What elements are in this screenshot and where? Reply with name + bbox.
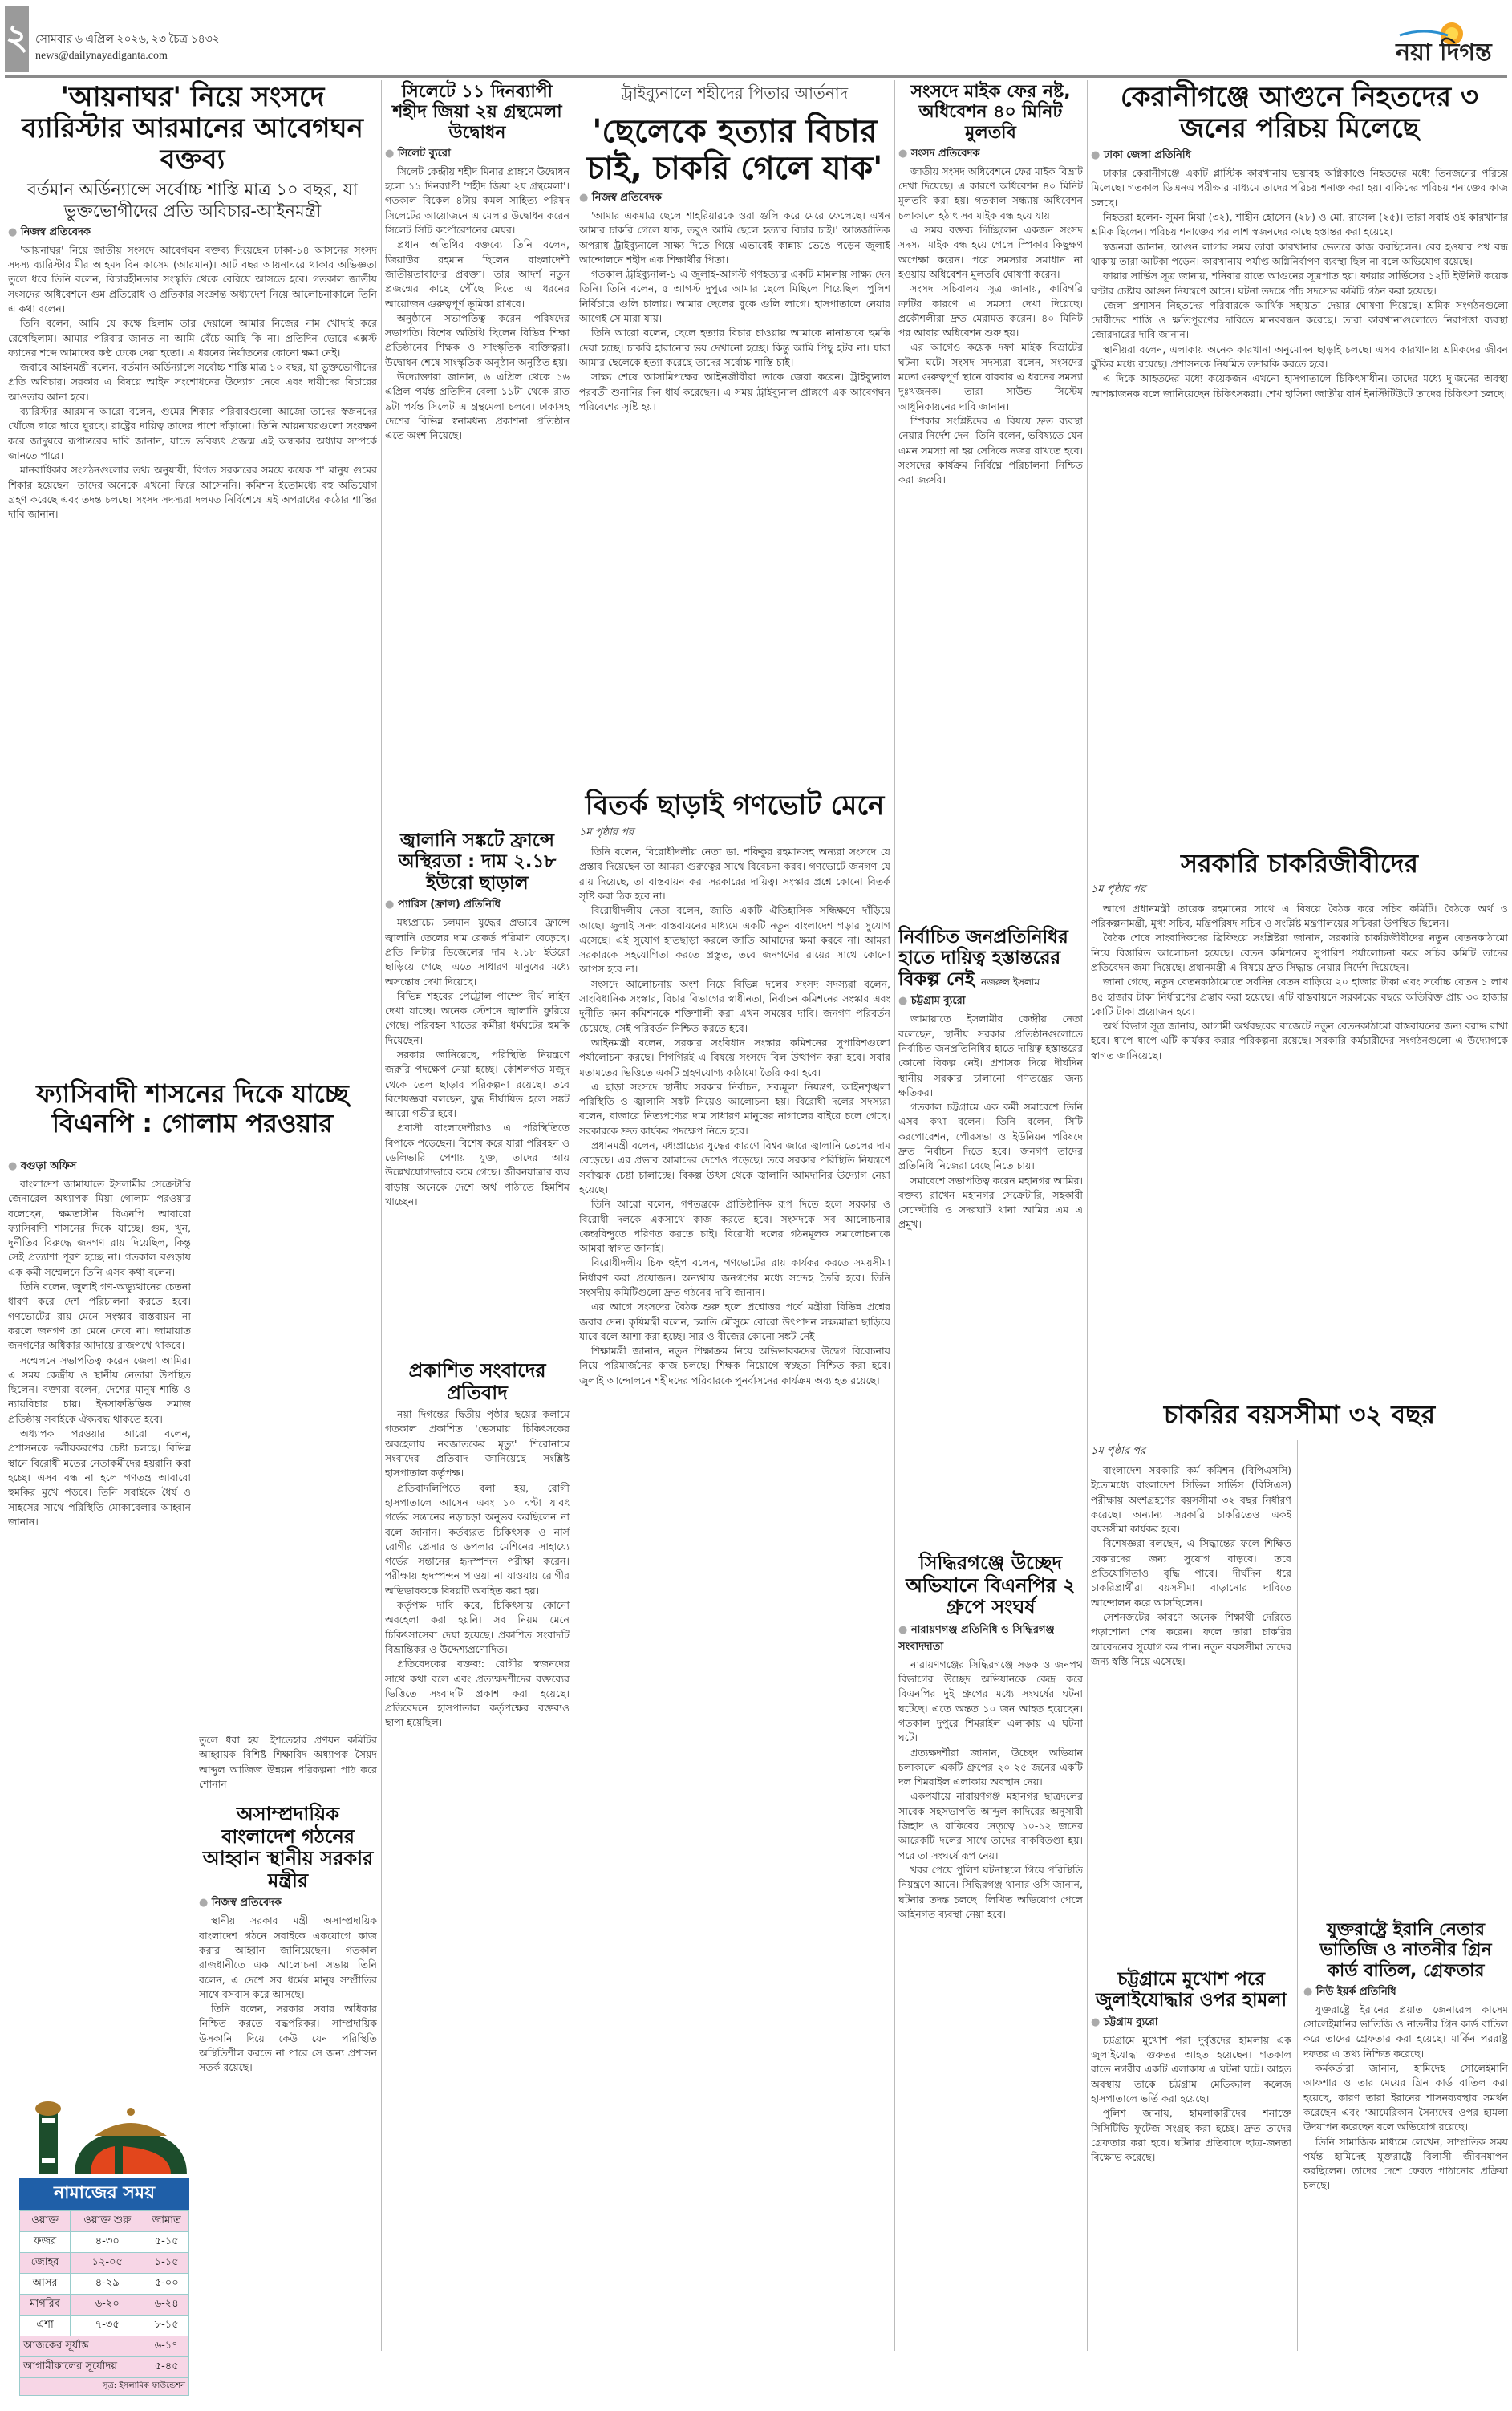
article-a3-column [199,1155,377,2411]
headline-attribution: নজরুল ইসলাম [980,976,1040,988]
headline[interactable]: সিলেটে ১১ দিনব্যাপী শহীদ জিয়া ২য় গ্রন্থমেলা উদ্বোধন [392,82,562,143]
paragraph: বিরোধীদলীয় নেতা বলেন, জাতি একটি ঐতিহাসিক সন্ধিক্ষণে দাঁড়িয়ে আছে। জুলাই সনদ বাস্তবায়নের মাধ্যমে একটি নতুন বাংলাদেশ গড়ার সুযোগ এসেছে। এই সুযোগ হাতছাড়া করলে জাতি আমাদের ক্ষমা করবে না। আমরা সরকারকে সহযোগিতা করতে প্রস্তুত, তবে জনগণের রায়ের সাথে কোনো আপস হবে না। [579,904,890,976]
headline[interactable]: সিদ্ধিরগঞ্জে উচ্ছেদ অভিযানে বিএনপির ২ গ্রুপে সংঘর্ষ [906,1552,1076,1619]
article-ayna-ghar [8,82,377,1110]
start-time: ৬-২০ [71,2295,144,2316]
headline[interactable]: যুক্তরাষ্ট্রে ইরানি নেতার ভাতিজি ও নাতনীর গ্রিন কার্ড বাতিল, গ্রেফতার [1319,1920,1492,1981]
article-body [579,845,890,2337]
paragraph: গতকাল ট্রাইব্যুনাল-১ এ জুলাই-আগস্ট গণহত্যার একটি মামলায় সাক্ষ্য দেন তিনি। তিনি বলেন, ৫ আগস্ট দুপুরে আমার ছেলে মিছিলে গিয়েছিল। পুলিশ নির্বিচারে গুলি চালায়। আমার ছেলের বুকে গুলি লাগে। হাসপাতালে নেয়ার আগেই সে মারা যায়। [579,268,890,325]
headline[interactable]: ফ্যাসিবাদী শাসনের দিকে যাচ্ছে বিএনপি : গোলাম পরওয়ার [36,1078,349,1139]
byline: ● ঢাকা জেলা প্রতিনিধি [1091,148,1508,164]
jamaat-time: ৫-০০ [144,2274,189,2295]
paragraph: সংসদ সচিবালয় সূত্র জানায়, কারিগরি ত্রুটির কারণে এ সমস্যা দেখা দিয়েছে। প্রকৌশলীরা দ্রুত মেরামত করেন। ৪০ মিনিট পর আবার অধিবেশন শুরু হয়। [898,282,1083,339]
article-tail: তুলে ধরা হয়। ইশতেহার প্রণয়ন কমিটির আহ্বায়ক বিশিষ্ট শিক্ষাবিদ অধ্যাপক সৈয়দ আব্দুল আজিজ উন্নয়ন পরিকল্পনা পাঠ করে শোনান। [199,1734,377,1790]
paragraph: সাক্ষ্য শেষে আসামিপক্ষের আইনজীবীরা তাকে জেরা করেন। ট্রাইব্যুনাল পরবর্তী শুনানির দিন ধার্য করেছেন। এ সময় ট্রাইব্যুনাল প্রাঙ্গণে এক আবেগঘন পরিবেশের সৃষ্টি হয়। [579,371,890,412]
byline: ● নিজস্ব প্রতিবেদক [199,1895,377,1912]
paragraph: প্রবাসী বাংলাদেশীরাও এ পরিস্থিতিতে বিপাকে পড়েছেন। বিশেষ করে যারা পরিবহন ও ডেলিভারি পেশায় যুক্ত, তাদের আয় উল্লেখযোগ্যভাবে কমে গেছে। জীবনযাত্রার ব্যয় বাড়ায় অনেকে দেশে অর্থ পাঠাতে হিমশিম খাচ্ছেন। [385,1122,570,1208]
paragraph: সেশনজটের কারণে অনেক শিক্ষার্থী দেরিতে পড়াশোনা শেষ করেন। ফলে তারা চাকরির আবেদনের সুযোগ কম পান। নতুন বয়সসীমা তাদের জন্য স্বস্তি নিয়ে এসেছে। [1091,1610,1291,1667]
sunset-label: আজকের সূর্যাস্ত [20,2336,144,2357]
article-body [8,243,377,1110]
paragraph: ঢাকার কেরানীগঞ্জে একটি প্লাস্টিক কারখানায় ভয়াবহ অগ্নিকাণ্ডে নিহতদের মধ্যে তিনজনের পরিচয় মিলেছে। গতকাল ডিএনএ পরীক্ষার মাধ্যমে তাদের পরিচয় শনাক্ত করা হয়। বাকিদের পরিচয় শনাক্তের কাজ চলছে। [1091,167,1508,209]
masthead-meta [35,32,220,64]
headline[interactable]: বিতর্ক ছাড়াই গণভোট মেনে [585,789,885,822]
prayer-name: ফজর [20,2232,71,2253]
byline: ● প্যারিস (ফ্রান্স) প্রতিনিধি [385,897,570,914]
paragraph: তিনি বলেন, বিরোধীদলীয় নেতা ডা. শফিকুর রহমানসহ অন্যরা সংসদে যে প্রস্তাব দিয়েছেন তা আমরা গুরুত্বের সাথে বিবেচনা করব। গণভোটে জনগণ যে রায় দিয়েছে, তা বাস্তবায়ন করা সরকারের দায়িত্ব। সংস্কার প্রশ্নে কোনো বিতর্ক সৃষ্টি করা ঠিক হবে না। [579,846,890,902]
headline[interactable]: জ্বালানি সঙ্কটে ফ্রান্সে অস্থিরতা : দাম ২.১৮ ইউরো ছাড়াল [398,830,557,894]
byline: ● নিজস্ব প্রতিবেদক [579,190,890,207]
paragraph: প্রত্যক্ষদর্শীরা জানান, উচ্ছেদ অভিযান চলাকালে একটি গ্রুপের ২০-২৫ জনের একটি দল শিমরাইল এলাকায় অবস্থান নেয়। [898,1746,1083,1788]
paragraph: উদ্যোক্তারা জানান, ৬ এপ্রিল থেকে ১৬ এপ্রিল পর্যন্ত প্রতিদিন বেলা ১১টা থেকে রাত ৯টা পর্যন্ত সিলেট এ গ্রন্থমেলা চলবে। ঢাকাসহ দেশের বিভিন্ন স্বনামধন্য প্রকাশনা প্রতিষ্ঠান এতে অংশ নিয়েছে। [385,371,570,442]
paragraph: স্পিকার সংশ্লিষ্টদের এ বিষয়ে দ্রুত ব্যবস্থা নেয়ার নির্দেশ দেন। তিনি বলেন, ভবিষ্যতে যেন এমন সমস্যা না হয় সেদিকে নজর রাখতে হবে। সংসদের কার্যক্রম নির্বিঘ্নে পরিচালনা নিশ্চিত করা জরুরি। [898,414,1083,486]
paragraph: স্থানীয়রা বলেন, এলাকায় অনেক কারখানা অনুমোদন ছাড়াই চলছে। এসব কারখানায় শ্রমিকদের জীবন ঝুঁকির মধ্যে রয়েছে। প্রশাসনকে নিয়মিত তদারকি করতে হবে। [1091,343,1508,371]
prayer-source: সূত্র: ইসলামিক ফাউন্ডেশন [20,2378,189,2396]
start-time: ৭-৩৫ [71,2316,144,2336]
prayer-name: এশা [20,2316,71,2336]
article-body-continued [199,1155,377,1733]
headline[interactable]: চট্টগ্রামে মুখোশ পরে জুলাইযোদ্ধার ওপর হামলা [1095,1969,1287,2011]
byline: ● চট্টগ্রাম ব্যুরো [1091,2015,1291,2031]
article-body [1091,902,1508,1383]
headline[interactable]: প্রকাশিত সংবাদের প্রতিবাদ [408,1359,546,1404]
paragraph: বাংলাদেশ জামায়াতে ইসলামীর সেক্রেটারি জেনারেল অধ্যাপক মিয়া গোলাম পরওয়ার বলেছেন, ক্ষমতাসীন বিএনপি আবারো ফ্যাসিবাদী শাসনের দিকে যাচ্ছে। গুম, খুন, দুর্নীতির বিরুদ্ধে জনগণ রায় দিয়েছিল, কিন্তু সেই প্রত্যাশা পূরণ হচ্ছে না। গতকাল বগুড়ায় এক কর্মী সম্মেলনে তিনি এসব কথা বলেন। [8,1178,191,1278]
article-body [1091,166,1508,824]
svg-text:নয়া দিগন্ত: নয়া দিগন্ত [1396,39,1492,67]
article-body-continued [1303,1440,1508,1914]
paragraph: প্রতিবেদকের বক্তব্য: রোগীর স্বজনদের সাথে কথা বলে এবং প্রত্যক্ষদর্শীদের বক্তব্যের ভিত্তিতে সংবাদটি প্রকাশ করা হয়েছে। প্রতিবেদনে হাসপাতাল কর্তৃপক্ষের বক্তব্যও ছাপা হয়েছিল। [385,1658,570,1729]
article-elected-representatives [898,927,1083,1525]
byline: ● নিজস্ব প্রতিবেদক [8,225,377,242]
paragraph: শিক্ষামন্ত্রী জানান, নতুন শিক্ষাক্রম নিয়ে অভিভাবকদের উদ্বেগ বিবেচনায় নিয়ে পরিমার্জনের কাজ চলছে। শিক্ষক নিয়োগে স্বচ্ছতা নিশ্চিত করা হবে। জুলাই আন্দোলনে শহীদদের পরিবারকে পুনর্বাসনের কার্যক্রম অব্যাহত রয়েছে। [579,1345,890,1386]
byline: ● সিলেট ব্যুরো [385,146,570,163]
contact-email[interactable]: news@dailynayadiganta.com [35,50,168,62]
article-france-fuel [385,830,570,1349]
headline[interactable]: 'ছেলেকে হত্যার বিচার চাই, চাকরি গেলে যাক' [586,113,883,187]
prayer-times-box [14,2086,195,2390]
article-body [898,1658,1083,2316]
headline[interactable]: চাকরির বয়সসীমা ৩২ বছর [1163,1399,1436,1430]
column-divider [381,80,382,2351]
paragraph: একপর্যায়ে নারায়ণগঞ্জ মহানগর ছাত্রদলের সাবেক সহসভাপতি আব্দুল কাদিরের অনুসারী জিহাদ ও রাকিবের নেতৃত্বে ১০-১২ জনের আরেকটি দলের সাথে তাদের বাকবিতণ্ডা হয়। পরে তা সংঘর্ষে রূপ নেয়। [898,1790,1083,1861]
paragraph: 'আমার একমাত্র ছেলে শাহরিয়ারকে ওরা গুলি করে মেরে ফেলেছে। এখন আমার চাকরি গেলে যাক, তবুও আমি ছেলে হত্যার বিচার চাই।' আন্তর্জাতিক অপরাধ ট্রাইব্যুনালে সাক্ষ্য দিতে গিয়ে এভাবেই কান্নায় ভেঙে পড়েন জুলাই আন্দোলনে শহীদ এক শিক্ষার্থীর পিতা। [579,209,890,266]
article-siddhirganj [898,1553,1083,2316]
article-body [385,1407,570,2338]
paragraph: সম্মেলনে সভাপতিত্ব করেন জেলা আমির। এ সময় কেন্দ্রীয় ও স্থানীয় নেতারা উপস্থিত ছিলেন। বক্তারা বলেন, দেশের মানুষ শান্তি ও ন্যায়বিচার চায়। ইনসাফভিত্তিক সমাজ প্রতিষ্ঠায় সবাইকে ঐক্যবদ্ধ থাকতে হবে। [8,1354,191,1425]
article-tribunal [579,82,890,714]
continued-label: ১ম পৃষ্ঠার পর [579,826,634,839]
sunrise-time: ৫-৪৫ [144,2357,189,2378]
headline[interactable]: অসাম্প্রদায়িক বাংলাদেশ গঠনের আহ্বান স্থানীয় সরকার মন্ত্রীর [202,1803,374,1892]
article-body [8,1177,191,2076]
masthead-rule [5,75,1507,78]
prayer-times-table [19,2210,189,2396]
byline: ● বগুড়া অফিস [8,1159,191,1175]
paragraph: তিনি আরো বলেন, ছেলে হত্যার বিচার চাওয়ায় আমাকে নানাভাবে হুমকি দেয়া হচ্ছে। চাকরি হারানোর ভয় দেখানো হচ্ছে। কিন্তু আমি পিছু হটব না। যারা আমার ছেলেকে হত্যা করেছে তাদের সর্বোচ্চ শাস্তি চাই। [579,327,890,368]
paragraph: সমাবেশে সভাপতিত্ব করেন মহানগর আমির। বক্তব্য রাখেন মহানগর সেক্রেটারি, সহকারী সেক্রেটারি ও সদরঘাট থানা আমির এম এ প্রমুখ। [898,1174,1083,1231]
paragraph: আগে প্রধানমন্ত্রী তারেক রহমানের সাথে এ বিষয়ে বৈঠক করে সচিব কমিটি। বৈঠকে অর্থ ও পরিকল্পনামন্ত্রী, মুখ্য সচিব, মন্ত্রিপরিষদ সচিব ও সংশ্লিষ্ট মন্ত্রণালয়ের সচিবরা উপস্থিত ছিলেন। [1091,902,1508,930]
article-job-age-limit [1091,1400,1508,1430]
article-golam-porwar [8,1079,377,1139]
paragraph: সরকার জানিয়েছে, পরিস্থিতি নিয়ন্ত্রণে জরুরি পদক্ষেপ নেয়া হচ্ছে। কৌশলগত মজুদ থেকে তেল ছাড়ার পরিকল্পনা রয়েছে। তবে বিশেষজ্ঞরা বলছেন, যুদ্ধ দীর্ঘায়িত হলে সঙ্কট আরো গভীর হবে। [385,1048,570,1120]
paragraph: আইনমন্ত্রী বলেন, সরকার সংবিধান সংস্কার কমিশনের সুপারিশগুলো পর্যালোচনা করছে। শিগগিরই এ বিষয়ে সংসদে বিল উত্থাপন করা হবে। সবার মতামতের ভিত্তিতে একটি গ্রহণযোগ্য কাঠামো তৈরি করা হবে। [579,1036,890,1078]
newspaper-logo [1384,16,1504,68]
headline-text: নির্বাচিত জনপ্রতিনিধির হাতে দায়িত্ব হস্তান্তরের বিকল্প নেই [898,927,1068,990]
mosque-icon [14,2086,195,2174]
paragraph: কর্মকর্তারা জানান, হামিদেহ সোলেইমানি আফশার ও তার মেয়ের গ্রিন কার্ড বাতিল করা হয়েছে, কারণ তারা ইরানের শাসনব্যবস্থার সমর্থন করেছেন এবং 'আমেরিকান সৈন্যদের ওপর হামলা উদযাপন করেছেন বলে অভিযোগ রয়েছে। [1303,2062,1508,2133]
paragraph: প্রতিবাদলিপিতে বলা হয়, রোগী হাসপাতালে আসেন এবং ১০ ঘণ্টা যাবৎ গর্ভের সন্তানের নড়াচড়া অনুভব করছিলেন না বলে জানান। কর্তব্যরত চিকিৎসক ও নার্স রোগীর প্রেসার ও ডপলার মেশিনের সাহায্যে গর্ভের সন্তানের হৃদস্পন্দন পরীক্ষা করেন। পরীক্ষায় হৃদস্পন্দন পাওয়া না যাওয়ায় রোগীর অভিভাবককে বিষয়টি অবহিত করা হয়। [385,1481,570,1597]
article-body [1091,1463,1291,1961]
column-header: জামাত [144,2211,189,2232]
jamaat-time: ৫-১৫ [144,2232,189,2253]
headline[interactable]: 'আয়নাঘর' নিয়ে সংসদে ব্যারিস্টার আরমানের আবেগঘন বক্তব্য [22,81,363,177]
headline[interactable]: কেরানীগঞ্জে আগুনে নিহতদের ৩ জনের পরিচয় মিলেছে [1120,81,1479,145]
paragraph: জামায়াতে ইসলামীর কেন্দ্রীয় নেতা বলেছেন, স্থানীয় সরকার প্রতিষ্ঠানগুলোতে নির্বাচিত জনপ্রতিনিধির হাতে দায়িত্ব হস্তান্তরের কোনো বিকল্প নেই। প্রশাসক দিয়ে দীর্ঘদিন স্থানীয় সরকার চালানো গণতন্ত্রের জন্য ক্ষতিকর। [898,1013,1083,1098]
article-book-fair [385,82,570,782]
byline: ● চট্টগ্রাম ব্যুরো [898,993,1083,1010]
paragraph: তিনি সামাজিক মাধ্যমে লেখেন, সাম্প্রতিক সময় পর্যন্ত হামিদেহ যুক্তরাষ্ট্রে বিলাসী জীবনযাপন করছিলেন। তাদের দেশে ফেরত পাঠানোর প্রক্রিয়া চলছে। [1303,2135,1508,2192]
article-body [898,1012,1083,1525]
paragraph: সিলেট কেন্দ্রীয় শহীদ মিনার প্রাঙ্গণে উদ্বোধন হলো ১১ দিনব্যাপী 'শহীদ জিয়া ২য় গ্রন্থমেলা'। গতকাল বিকেল ৪টায় কমল সাহিত্য পরিষদ সিলেটের আয়োজনে এ মেলার উদ্বোধন করেন সিলেট সিটি কর্পোরেশনের মেয়র। [385,164,570,237]
paragraph: এর আগেও কয়েক দফা মাইক বিভ্রাটের ঘটনা ঘটে। সংসদ সদস্যরা বলেন, সংসদের মতো গুরুত্বপূর্ণ স্থানে বারবার এ ধরনের সমস্যা দুঃখজনক। তারা সাউন্ড সিস্টেম আধুনিকায়নের দাবি জানান। [898,341,1083,412]
article-body [1091,2033,1291,2354]
article-body [385,915,570,1349]
paragraph: তিনি বলেন, আমি যে কক্ষে ছিলাম তার দেয়ালে আমার নিজের নাম খোদাই করে রেখেছিলাম। আমার পরিবার জানত না আমি বেঁচে আছি কি না। প্রতিদিন ভোরে এক্সস্ট ফ্যানের শব্দে আমাদের কণ্ঠ ঢেকে দেয়া হতো। এ ধরনের নির্যাতনের কোনো ক্ষমা নেই। [8,317,377,359]
sunset-time: ৬-১৭ [144,2336,189,2357]
headline[interactable] [898,927,1083,990]
table-row [20,2336,189,2357]
paragraph: নয়া দিগন্তের দ্বিতীয় পৃষ্ঠার ছয়ের কলামে গতকাল প্রকাশিত 'ভেসমায় চিকিৎসকের অবহেলায় নবজাতকের মৃত্যু' শিরোনামে সংবাদের প্রতিবাদ জানিয়েছে সংশ্লিষ্ট হাসপাতাল কর্তৃপক্ষ। [385,1408,570,1479]
jamaat-time: ১-১৫ [144,2253,189,2274]
article-body [199,1914,377,2411]
article-keraniganj-fire [1091,82,1508,824]
paragraph: এর আগে সংসদের বৈঠক শুরু হলে প্রশ্নোত্তর পর্বে মন্ত্রীরা বিভিন্ন প্রশ্নের জবাব দেন। কৃষিমন্ত্রী বলেন, চলতি মৌসুমে বোরো উৎপাদন লক্ষ্যমাত্রা ছাড়িয়ে যাবে বলে আশা করা হচ্ছে। সার ও বীজের কোনো সঙ্কট নেই। [579,1301,890,1342]
paragraph: এ সময় বক্তব্য দিচ্ছিলেন একজন সংসদ সদস্য। মাইক বন্ধ হয়ে গেলে স্পিকার কিছুক্ষণ অপেক্ষা করেন। পরে সমস্যার সমাধান না হওয়ায় অধিবেশন মুলতবি ঘোষণা করেন। [898,224,1083,280]
column-divider [894,80,895,2351]
paragraph: চট্টগ্রামে মুখোশ পরা দুর্বৃত্তদের হামলায় এক জুলাইযোদ্ধা গুরুতর আহত হয়েছেন। গতকাল রাতে নগরীর একটি এলাকায় এ ঘটনা ঘটে। আহত অবস্থায় তাকে চট্টগ্রাম মেডিক্যাল কলেজ হাসপাতালে ভর্তি করা হয়েছে। [1091,2033,1291,2105]
paragraph: গতকাল চট্টগ্রামে এক কর্মী সমাবেশে তিনি এসব কথা বলেন। তিনি বলেন, সিটি করপোরেশন, পৌরসভা ও ইউনিয়ন পরিষদে দ্রুত নির্বাচন দিতে হবে। জনগণ তাদের প্রতিনিধি নিজেরা বেছে নিতে চায়। [898,1101,1083,1172]
paragraph: স্থানীয় সরকার মন্ত্রী অসাম্প্রদায়িক বাংলাদেশ গঠনে সবাইকে একযোগে কাজ করার আহ্বান জানিয়েছেন। গতকাল রাজধানীতে এক আলোচনা সভায় তিনি বলেন, এ দেশে সব ধর্মের মানুষ সম্প্রীতির সাথে বসবাস করে আসছে। [199,1914,377,2000]
paragraph: জেলা প্রশাসন নিহতদের পরিবারকে আর্থিক সহায়তা দেয়ার ঘোষণা দিয়েছে। শ্রমিক সংগঠনগুলো দোষীদের শাস্তি ও ক্ষতিপূরণের দাবিতে মানববন্ধন করেছে। তারা কারখানাগুলোতে নিরাপত্তা ব্যবস্থা জোরদারের দাবি জানান। [1091,298,1508,341]
jamaat-time: ৮-১৫ [144,2316,189,2336]
paragraph: তিনি আরো বলেন, গণতন্ত্রকে প্রাতিষ্ঠানিক রূপ দিতে হলে সরকার ও বিরোধী দলকে একসাথে কাজ করতে হবে। সংসদকে সব আলোচনার কেন্দ্রবিন্দুতে পরিণত করতে চাই। বিরোধী দলের গঠনমূলক সমালোচনাকে আমরা স্বাগত জানাই। [579,1198,890,1255]
headline[interactable]: সংসদে মাইক ফের নষ্ট, অধিবেশন ৪০ মিনিট মুলতবি [910,82,1071,143]
paragraph: তিনি বলেন, জুলাই গণ-অভ্যুত্থানের চেতনা ধারণ করে দেশ পরিচালনা করতে হবে। গণভোটের রায় মেনে সংস্কার বাস্তবায়ন না করলে জনগণ তা মেনে নেবে না। জামায়াত জনগণের অধিকার আদায়ে রাজপথে থাকবে। [8,1281,191,1352]
table-row [20,2316,189,2336]
article-govt-employees [1091,849,1508,1383]
issue-date: সোমবার ৬ এপ্রিল ২০২৬, ২৩ চৈত্র ১৪৩২ [35,34,220,46]
column-divider [1297,1440,1298,2351]
continued-label: ১ম পৃষ্ঠার পর [1091,883,1146,895]
paragraph: ব্যারিস্টার আরমান আরো বলেন, গুমের শিকার পরিবারগুলো আজো তাদের স্বজনদের খোঁজে দ্বারে দ্বারে ঘুরছে। রাষ্ট্রের দায়িত্ব তাদের পাশে দাঁড়ানো। তিনি আয়নাঘরগুলো সংরক্ষণ করে জাদুঘরে রূপান্তরের দাবি জানান, যাতে ভবিষ্যৎ প্রজন্ম এই অন্ধকার অধ্যায় সম্পর্কে জানতে পারে। [8,405,377,461]
sunrise-logo-icon [1384,16,1504,68]
column-header: ওয়াক্ত [20,2211,71,2232]
paragraph: নিহতরা হলেন- সুমন মিয়া (৩২), শাহীন হোসেন (২৮) ও মো. রাসেল (২৫)। তারা সবাই ওই কারখানার শ্রমিক ছিলেন। পরিচয় শনাক্তের পর লাশ স্বজনদের কাছে হস্তান্তর করা হয়েছে। [1091,211,1508,238]
paragraph: এ দিকে আহতদের মধ্যে কয়েকজন এখনো হাসপাতালে চিকিৎসাধীন। তাদের মধ্যে দু'জনের অবস্থা আশঙ্কাজনক বলে জানিয়েছেন চিকিৎসকরা। শেখ হাসিনা জাতীয় বার্ন ইনস্টিটিউটে তাদের চিকিৎসা চলছে। [1091,372,1508,400]
paragraph: বিরোধীদলীয় চিফ হুইপ বলেন, গণভোটের রায় কার্যকর করতে সময়সীমা নির্ধারণ করা প্রয়োজন। অন্যথায় জনগণের মধ্যে সন্দেহ তৈরি হবে। তিনি সংসদীয় কমিটিগুলো দ্রুত গঠনের দাবি জানান। [579,1256,890,1298]
prayer-name: জোহর [20,2253,71,2274]
article-body [898,164,1083,919]
subheadline: বর্তমান অর্ডিন্যান্সে সর্বোচ্চ শাস্তি মাত্র ১০ বছর, যা ভুক্তভোগীদের প্রতি অবিচার-আইনমন্ত্রী [27,180,358,221]
start-time: ৪-২৯ [71,2274,144,2295]
jamaat-time: ৬-২৪ [144,2295,189,2316]
table-row [20,2295,189,2316]
paragraph: ফায়ার সার্ভিস সূত্র জানায়, শনিবার রাতে আগুনের সূত্রপাত হয়। ফায়ার সার্ভিসের ১২টি ইউনিট কয়েক ঘণ্টার চেষ্টায় আগুন নিয়ন্ত্রণে আনে। ঘটনা তদন্তে পাঁচ সদস্যের কমিটি গঠন করা হয়েছে। [1091,270,1508,297]
article-iran-greencard-col [1303,1440,1508,2340]
paragraph: জাতীয় সংসদ অধিবেশনে ফের মাইক বিভ্রাট দেখা দিয়েছে। এ কারণে অধিবেশন ৪০ মিনিট মুলতবি করা হয়। গতকাল সন্ধ্যায় অধিবেশন চলাকালে হঠাৎ সব মাইক বন্ধ হয়ে যায়। [898,164,1083,221]
paragraph: বৈঠক শেষে সাংবাদিকদের ব্রিফিংয়ে সংশ্লিষ্টরা জানান, সরকারি চাকরিজীবীদের নতুন বেতনকাঠামো নিয়ে বিস্তারিত আলোচনা হয়েছে। বেতন কমিশনের সুপারিশ পর্যালোচনা করে সচিব কমিটি তাদের প্রতিবেদন জমা দিয়েছে। প্রধানমন্ত্রী এ বিষয়ে দ্রুত সিদ্ধান্ত নেয়ার নির্দেশ দিয়েছেন। [1091,932,1508,973]
article-body [385,164,570,782]
table-row [20,2274,189,2295]
article-rejoinder [385,1360,570,2338]
article-referendum [579,790,890,2337]
paragraph: স্বজনরা জানান, আগুন লাগার সময় তারা কারখানার ভেতরে কাজ করছিলেন। বের হওয়ার পথ বন্ধ থাকায় তারা আটকা পড়েন। কারখানায় পর্যাপ্ত অগ্নিনির্বাপণ ব্যবস্থা ছিল না বলে অভিযোগ রয়েছে। [1091,240,1508,267]
paragraph: খবর পেয়ে পুলিশ ঘটনাস্থলে গিয়ে পরিস্থিতি নিয়ন্ত্রণে আনে। সিদ্ধিরগঞ্জ থানার ওসি জানান, ঘটনার তদন্ত চলছে। লিখিত অভিযোগ পেলে আইনগত ব্যবস্থা নেয়া হবে। [898,1863,1083,1920]
paragraph: অনুষ্ঠানে সভাপতিত্ব করেন পরিষদের সভাপতি। বিশেষ অতিথি ছিলেন বিভিন্ন শিক্ষা প্রতিষ্ঠানের শিক্ষক ও সাংস্কৃতিক ব্যক্তিত্বরা। উদ্বোধন শেষে সাংস্কৃতিক অনুষ্ঠান অনুষ্ঠিত হয়। [385,311,570,368]
table-row [20,2253,189,2274]
paragraph: জানা গেছে, নতুন বেতনকাঠামোতে সর্বনিম্ন বেতন বাড়িয়ে ২০ হাজার টাকা এবং সর্বোচ্চ বেতন ১ লাখ ৪৫ হাজার টাকা নির্ধারণের প্রস্তাব করা হয়েছে। এটি বাস্তবায়নে সরকারের বছরে অতিরিক্ত প্রায় ৩০ হাজার কোটি টাকা প্রয়োজন হবে। [1091,976,1508,1017]
paragraph: সংসদে আলোচনায় অংশ নিয়ে বিভিন্ন দলের সংসদ সদস্যরা বলেন, সাংবিধানিক সংস্কার, বিচার বিভাগের স্বাধীনতা, নির্বাচন কমিশনের সংস্কার এবং দুর্নীতি দমন কমিশনকে শক্তিশালী করা এখন সময়ের দাবি। জনগণ পরিবর্তন চেয়েছে, সেই পরিবর্তন নিশ্চিত করতে হবে। [579,977,890,1034]
paragraph: তিনি বলেন, সরকার সবার অধিকার নিশ্চিত করতে বদ্ধপরিকর। সাম্প্রদায়িক উসকানি দিয়ে কেউ যেন পরিস্থিতি অস্থিতিশীল করতে না পারে সে জন্য প্রশাসন সতর্ক রয়েছে। [199,2003,377,2074]
article-body [1303,2003,1508,2340]
sunrise-label: আগামীকালের সূর্যোদয় [20,2357,144,2378]
paragraph: বিশেষজ্ঞরা বলছেন, এ সিদ্ধান্তের ফলে শিক্ষিত বেকারদের জন্য সুযোগ বাড়বে। তবে প্রতিযোগিতাও বৃদ্ধি পাবে। দীর্ঘদিন ধরে চাকরিপ্রার্থীরা বয়সসীমা বাড়ানোর দাবিতে আন্দোলন করে আসছিলেন। [1091,1537,1291,1609]
paragraph: পুলিশ জানায়, হামলাকারীদের শনাক্তে সিসিটিভি ফুটেজ সংগ্রহ করা হচ্ছে। দ্রুত তাদের গ্রেফতার করা হবে। ঘটনার প্রতিবাদে ছাত্র-জনতা বিক্ষোভ করেছে। [1091,2107,1291,2164]
paragraph: বিভিন্ন শহরের পেট্রোল পাম্পে দীর্ঘ লাইন দেখা যাচ্ছে। অনেক স্টেশনে জ্বালানি ফুরিয়ে গেছে। পরিবহন খাতের কর্মীরা ধর্মঘটের হুমকি দিয়েছেন। [385,989,570,1046]
prayer-name: আসর [20,2274,71,2295]
start-time: ৪-৩০ [71,2232,144,2253]
headline[interactable]: সরকারি চাকরিজীবীদের [1180,848,1419,879]
byline: ● সংসদ প্রতিবেদক [898,146,1083,163]
continued-label: ১ম পৃষ্ঠার পর [1091,1445,1146,1457]
paragraph: যুক্তরাষ্ট্রে ইরানের প্রয়াত জেনারেল কাসেম সোলেইমানির ভাতিজি ও নাতনীর গ্রিন কার্ড বাতিল করে তাদের গ্রেফতার করা হয়েছে। মার্কিন পররাষ্ট্র দফতর এ তথ্য নিশ্চিত করেছে। [1303,2003,1508,2060]
article-job-age-limit-body [1091,1440,1291,2354]
paragraph: প্রধানমন্ত্রী বলেন, মধ্যপ্রাচ্যের যুদ্ধের কারণে বিশ্ববাজারে জ্বালানি তেলের দাম বেড়েছে। এর প্রভাব আমাদের দেশেও পড়েছে। তবে সরকার পরিস্থিতি নিয়ন্ত্রণে সর্বাত্মক চেষ্টা চালাচ্ছে। বিকল্প উৎস থেকে জ্বালানি আমদানির উদ্যোগ নেয়া হয়েছে। [579,1139,890,1195]
paragraph: 'আয়নাঘর' নিয়ে জাতীয় সংসদে আবেগঘন বক্তব্য দিয়েছেন ঢাকা-১৪ আসনের সংসদ সদস্য ব্যারিস্টার মীর আহমদ বিন কাসেম (আরমান)। আট বছর আয়নাঘরে থাকার অভিজ্ঞতা তুলে ধরে তিনি বলেন, বিচারহীনতার সংস্কৃতি থেকে বেরিয়ে আসতে হবে। গতকাল জাতীয় সংসদের অধিবেশনে গুম প্রতিরোধ ও প্রতিকার সংক্রান্ত অধ্যাদেশ নিয়ে আলোচনাকালে তিনি এ কথা বলেন। [8,243,377,315]
paragraph: প্রধান অতিথির বক্তব্যে তিনি বলেন, জিয়াউর রহমান ছিলেন বাংলাদেশী জাতীয়তাবাদের প্রবক্তা। তার আদর্শ নতুন প্রজন্মের কাছে পৌঁছে দিতে এ ধরনের আয়োজন গুরুত্বপূর্ণ ভূমিকা রাখবে। [385,238,570,310]
prayer-name: মাগরিব [20,2295,71,2316]
byline: ● নিউ ইয়র্ক প্রতিনিধি [1303,1984,1508,2001]
table-row [20,2232,189,2253]
paragraph: জবাবে আইনমন্ত্রী বলেন, বর্তমান অর্ডিন্যান্সে সর্বোচ্চ শাস্তি মাত্র ১০ বছর, যা ভুক্তভোগীদের প্রতি অবিচার। সরকার এ বিষয়ে আইন সংশোধনের উদ্যোগ নেবে এবং দায়ীদের বিচারের আওতায় আনা হবে। [8,361,377,403]
paragraph: অর্থ বিভাগ সূত্র জানায়, আগামী অর্থবছরের বাজেটে নতুন বেতনকাঠামো বাস্তবায়নের জন্য বরাদ্দ রাখা হবে। ধাপে ধাপে এটি কার্যকর করার পরিকল্পনা রয়েছে। সরকারি কর্মচারীদের সংগঠনগুলো এ উদ্যোগকে স্বাগত জানিয়েছে। [1091,1020,1508,1061]
paragraph: মধ্যপ্রাচ্যে চলমান যুদ্ধের প্রভাবে ফ্রান্সে জ্বালানি তেলের দাম রেকর্ড পরিমাণ বেড়েছে। প্রতি লিটার ডিজেলের দাম ২.১৮ ইউরো ছাড়িয়ে গেছে। এতে সাধারণ মানুষের মধ্যে অসন্তোষ দেখা দিয়েছে। [385,916,570,988]
paragraph: মানবাধিকার সংগঠনগুলোর তথ্য অনুযায়ী, বিগত সরকারের সময়ে কয়েক শ' মানুষ গুমের শিকার হয়েছেন। তাদের অনেকে এখনো ফিরে আসেননি। কমিশন ইতোমধ্যে বহু অভিযোগ গ্রহণ করেছে এবং তদন্ত চলছে। সংসদ সদস্যরা দলমত নির্বিশেষে এই অপরাধের কঠোর শাস্তির দাবি জানান। [8,464,377,521]
paragraph: কর্তৃপক্ষ দাবি করে, চিকিৎসায় কোনো অবহেলা করা হয়নি। সব নিয়ম মেনে চিকিৎসাসেবা দেয়া হয়েছে। প্রকাশিত সংবাদটি বিভ্রান্তিকর ও উদ্দেশ্যপ্রণোদিত। [385,1599,570,1655]
paragraph: নারায়ণগঞ্জের সিদ্ধিরগঞ্জে সড়ক ও জনপথ বিভাগের উচ্ছেদ অভিযানকে কেন্দ্র করে বিএনপির দুই গ্রুপের মধ্যে সংঘর্ষের ঘটনা ঘটেছে। এতে অন্তত ১০ জন আহত হয়েছেন। গতকাল দুপুরে শিমরাইল এলাকায় এ ঘটনা ঘটে। [898,1658,1083,1744]
start-time: ১২-০৫ [71,2253,144,2274]
paragraph: অধ্যাপক পরওয়ার আরো বলেন, প্রশাসনকে দলীয়করণের চেষ্টা চলছে। বিভিন্ন স্থানে বিরোধী মতের নেতাকর্মীদের হয়রানি করা হচ্ছে। এসব বন্ধ না হলে গণতন্ত্র আবারো হুমকির মুখে পড়বে। তিনি সবাইকে ধৈর্য ও সাহসের সাথে পরিস্থিতি মোকাবেলার আহ্বান জানান। [8,1427,191,1528]
column-header: ওয়াক্ত শুরু [71,2211,144,2232]
paragraph: বাংলাদেশ সরকারি কর্ম কমিশন (বিপিএসসি) ইতোমধ্যে বাংলাদেশ সিভিল সার্ভিস (বিসিএস) পরীক্ষায় অংশগ্রহণের বয়সসীমা ৩২ বছর নির্ধারণ করেছে। অন্যান্য সরকারি চাকরিতেও একই বয়সসীমা কার্যকর হবে। [1091,1464,1291,1536]
byline: ● নারায়ণগঞ্জ প্রতিনিধি ও সিদ্ধিরগঞ্জ সংবাদদাতা [898,1622,1083,1656]
article-golam-porwar-body [8,1155,191,2076]
kicker: ট্রাইব্যুনালে শহীদের পিতার আর্তনাদ [621,83,849,103]
prayer-times-title: নামাজের সময় [19,2178,189,2210]
article-body [579,209,890,714]
column-divider [1087,80,1088,2351]
article-parliament-mic [898,82,1083,919]
table-row [20,2357,189,2378]
page-number: ২ [5,6,29,72]
paragraph: এ ছাড়া সংসদে স্থানীয় সরকার নির্বাচন, দ্রব্যমূল্য নিয়ন্ত্রণ, আইনশৃঙ্খলা পরিস্থিতি ও জ্বালানি সঙ্কট নিয়েও আলোচনা হয়। বিরোধী দলের সদস্যরা বলেন, বাজারে নিত্যপণ্যের দাম সাধারণ মানুষের নাগালের বাইরে চলে গেছে। সরকারকে দ্রুত কার্যকর পদক্ষেপ নিতে হবে। [579,1080,890,1137]
